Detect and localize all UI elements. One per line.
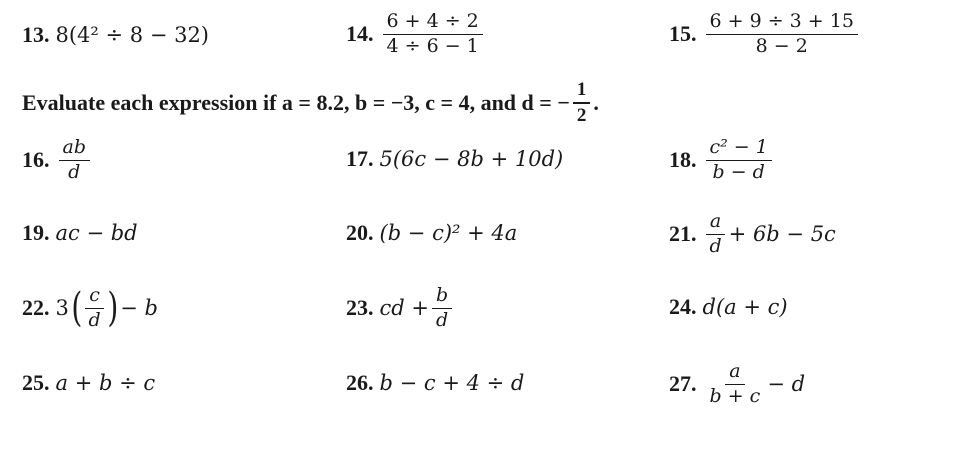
numerator: ab	[59, 138, 91, 161]
problem-15	[669, 12, 861, 57]
problem-number: 27.	[669, 371, 697, 397]
problem-25	[22, 370, 155, 396]
fraction	[706, 212, 726, 257]
problem-number: 13.	[22, 22, 50, 47]
problem-24	[669, 294, 788, 320]
problem-13	[22, 22, 209, 48]
problem-19	[22, 220, 138, 246]
problem-number: 17.	[346, 146, 374, 171]
problem-21	[669, 212, 836, 257]
problem-26	[346, 370, 524, 396]
instruction-end: .	[593, 89, 599, 115]
expression: a + b ÷ c	[55, 371, 156, 395]
problem-number: 18.	[669, 147, 697, 173]
problem-16	[22, 138, 93, 183]
problem-number: 14.	[346, 21, 374, 47]
problem-18	[669, 138, 775, 183]
coefficient: 3	[55, 296, 69, 321]
numerator: a	[706, 212, 725, 235]
problem-number: 26.	[346, 370, 374, 395]
numerator: 1	[573, 80, 591, 104]
fraction	[84, 286, 104, 331]
expression: (b − c)² + 4a	[379, 221, 518, 245]
fraction	[706, 362, 765, 407]
fraction	[432, 286, 452, 331]
left-paren: (	[71, 285, 83, 332]
problem-number: 16.	[22, 147, 50, 173]
right-paren: )	[106, 285, 118, 332]
expression: 5(6c − 8b + 10d)	[379, 147, 564, 171]
numerator: 6 + 4 ÷ 2	[383, 12, 483, 35]
numerator: a	[725, 362, 744, 385]
expression: 8(4² ÷ 8 − 32)	[55, 23, 210, 47]
expression: d(a + c)	[702, 295, 788, 319]
problem-27	[669, 362, 805, 407]
denominator: 2	[576, 104, 587, 126]
instruction-text: Evaluate each expression if a = 8.2, b = −3, c = 4, and d = −	[22, 89, 570, 115]
denominator: d	[88, 308, 101, 331]
problem-14	[346, 12, 486, 57]
instruction	[22, 80, 599, 126]
fraction	[706, 12, 858, 57]
expression-rest: − b	[120, 296, 158, 321]
expression: b − c + 4 ÷ d	[379, 371, 525, 395]
numerator: b	[432, 286, 452, 309]
fraction	[383, 12, 483, 57]
problem-number: 21.	[669, 221, 697, 247]
denominator: 4 ÷ 6 − 1	[386, 34, 479, 57]
expression: ac − bd	[55, 221, 138, 245]
problem-number: 24.	[669, 294, 697, 319]
numerator: c² − 1	[706, 138, 772, 161]
denominator: b + c	[709, 384, 761, 407]
numerator: c	[85, 286, 104, 309]
instruction-fraction	[573, 80, 591, 126]
problem-23	[346, 286, 455, 331]
denominator: 8 − 2	[755, 34, 808, 57]
denominator: d	[709, 234, 722, 257]
problem-number: 23.	[346, 295, 374, 321]
problem-22	[22, 286, 158, 331]
expression-rest: + 6b − 5c	[728, 222, 836, 247]
problem-number: 22.	[22, 295, 50, 321]
expression-prefix: cd +	[379, 296, 429, 321]
fraction	[59, 138, 91, 183]
problem-number: 15.	[669, 21, 697, 47]
problem-17	[346, 146, 563, 172]
problem-20	[346, 220, 517, 246]
problem-number: 25.	[22, 370, 50, 395]
problem-number: 20.	[346, 220, 374, 245]
numerator: 6 + 9 ÷ 3 + 15	[706, 12, 858, 35]
denominator: b − d	[712, 160, 765, 183]
denominator: d	[435, 308, 449, 331]
denominator: d	[68, 160, 81, 183]
problem-number: 19.	[22, 220, 50, 245]
fraction	[706, 138, 772, 183]
expression-rest: − d	[767, 372, 806, 397]
